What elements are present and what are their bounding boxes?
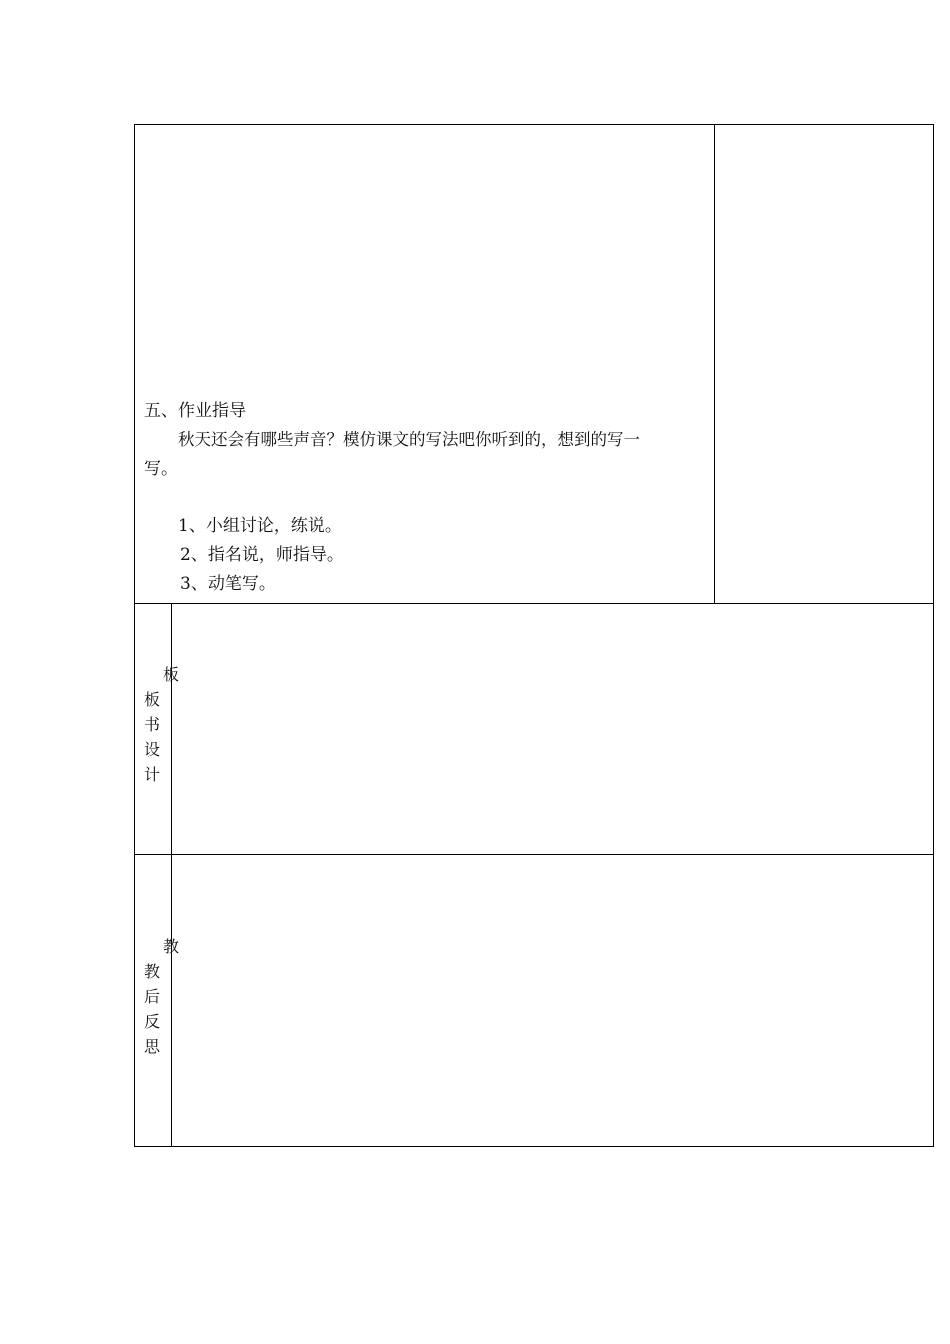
board-design-label-char: 计 xyxy=(144,765,161,784)
homework-heading: 五、作业指导 xyxy=(144,401,246,421)
board-design-label-char: 书 xyxy=(144,715,161,734)
board-design-stray-char: 板 xyxy=(163,665,180,684)
notes-column-divider xyxy=(714,124,715,604)
homework-step: 3、动笔写。 xyxy=(180,574,276,594)
homework-paragraph-line1: 秋天还会有哪些声音？模仿课文的写法吧你听到的，想到的写一 xyxy=(178,430,640,449)
table-left-border xyxy=(134,124,135,1147)
reflection-label-char: 反 xyxy=(144,1012,161,1031)
table-right-border xyxy=(933,124,934,1147)
board-design-label-char: 板 xyxy=(144,690,161,709)
reflection-stray-char: 教 xyxy=(163,937,180,956)
table-bottom-border xyxy=(134,1146,934,1147)
reflection-label-char: 后 xyxy=(144,987,161,1006)
row-divider-1 xyxy=(134,603,934,604)
homework-step: 2、指名说，师指导。 xyxy=(180,545,344,565)
reflection-label-char: 思 xyxy=(144,1037,161,1056)
reflection-label-char: 教 xyxy=(144,962,161,981)
homework-paragraph-line2: 写。 xyxy=(144,459,178,479)
board-design-label-char: 设 xyxy=(144,740,161,759)
table-top-border xyxy=(134,124,934,125)
row-divider-2 xyxy=(134,854,934,855)
homework-step: 1、小组讨论，练说。 xyxy=(178,516,342,536)
